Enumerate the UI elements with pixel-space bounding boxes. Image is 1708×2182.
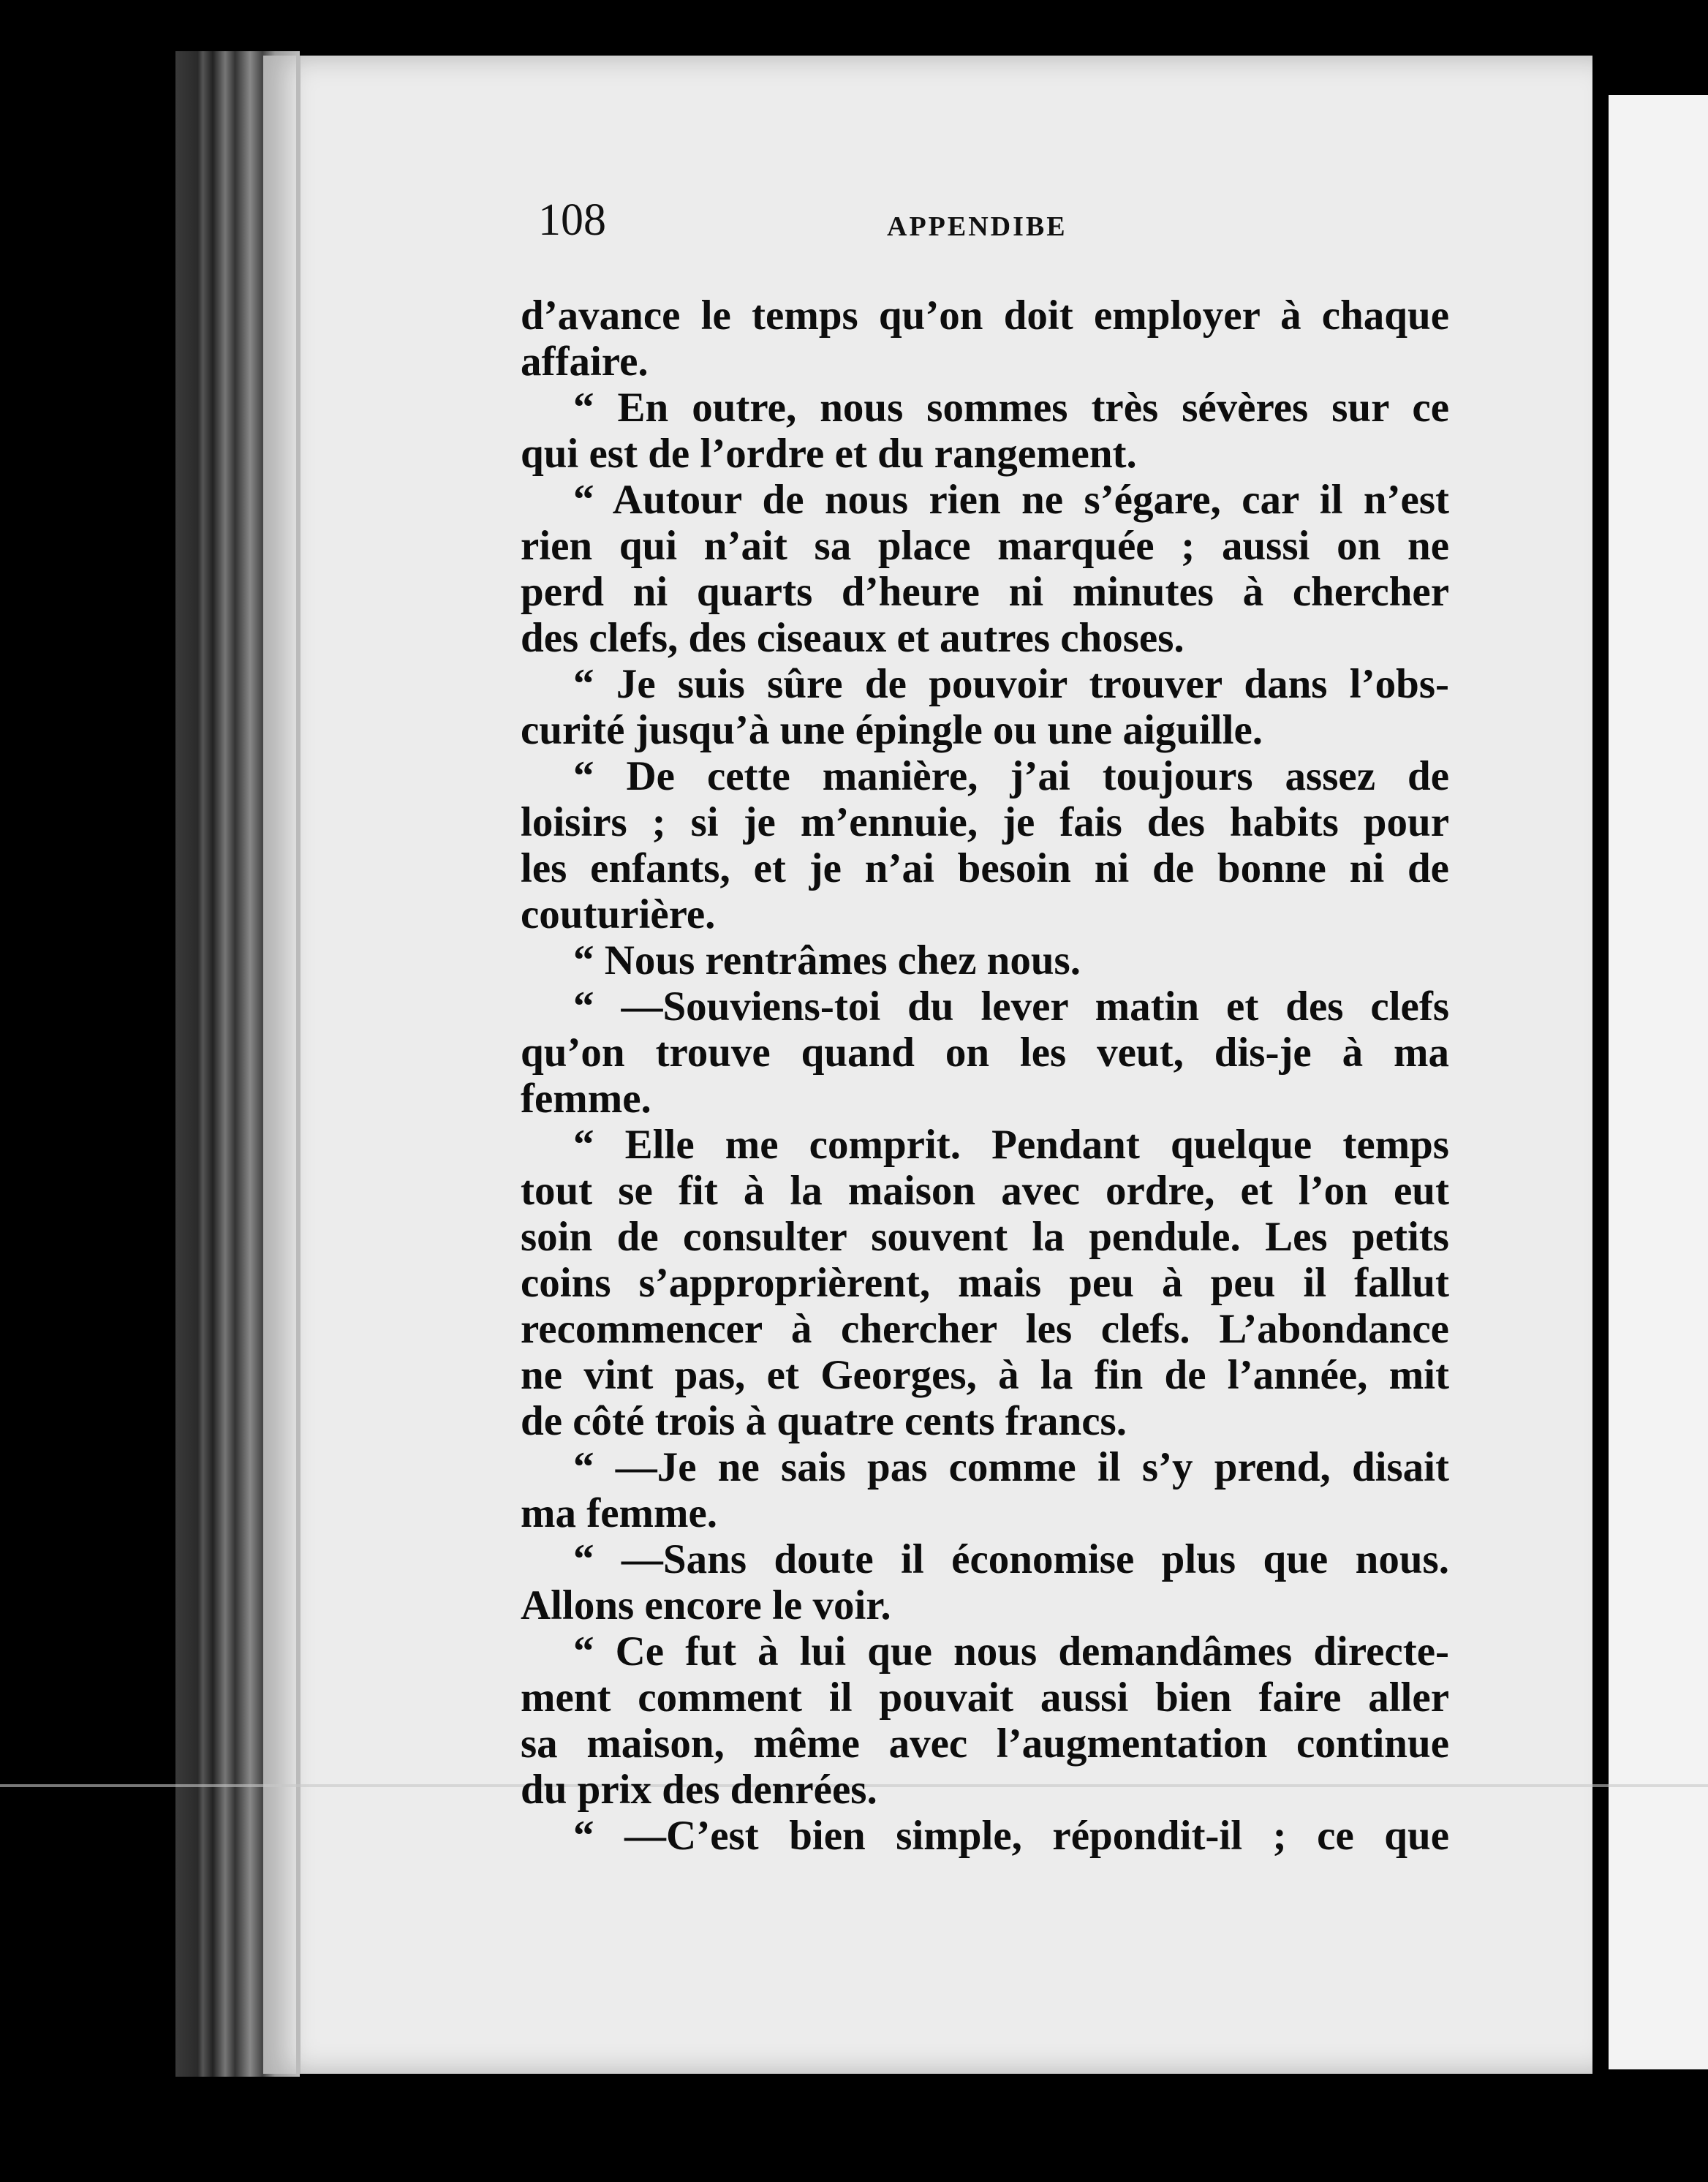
text-line: tout se fit à la maison avec ordre, et l’on eut (521, 1168, 1449, 1214)
page-number: 108 (538, 195, 606, 245)
text-line: ma femme. (521, 1490, 718, 1536)
text-line: “ Ce fut à lui que nous demandâmes directe- (573, 1628, 1449, 1675)
text-line: qui est de l’ordre et du rangement. (521, 431, 1137, 477)
text-line: femme. (521, 1076, 651, 1122)
text-line: “ —Souviens-toi du lever matin et des clefs (573, 984, 1449, 1030)
running-title: APPENDIBE (887, 211, 1068, 242)
text-line: qu’on trouve quand on les veut, dis-je à ma (521, 1030, 1449, 1076)
text-line: “ Je suis sûre de pouvoir trouver dans l’obs- (573, 661, 1449, 707)
text-line: les enfants, et je n’ai besoin ni de bonne ni de (521, 845, 1449, 891)
text-line: “ En outre, nous sommes très sévères sur ce (573, 385, 1449, 431)
text-line: “ Elle me comprit. Pendant quelque temps (573, 1122, 1449, 1168)
text-line: d’avance le temps qu’on doit employer à chaque (521, 292, 1449, 339)
text-line: loisirs ; si je m’ennuie, je fais des habits pour (521, 799, 1449, 845)
text-line: ment comment il pouvait aussi bien faire aller (521, 1675, 1449, 1721)
text-line: recommencer à chercher les clefs. L’abondance (521, 1306, 1449, 1352)
text-line: “ Autour de nous rien ne s’égare, car il n’est (573, 477, 1449, 523)
text-line: perd ni quarts d’heure ni minutes à chercher (521, 569, 1449, 615)
text-line: “ De cette manière, j’ai toujours assez de (573, 753, 1449, 799)
text-line: ne vint pas, et Georges, à la fin de l’année, mit (521, 1352, 1449, 1398)
text-line: coins s’approprièrent, mais peu à peu il fallut (521, 1260, 1449, 1306)
page-gutter-line (296, 56, 301, 2074)
text-line: affaire. (521, 339, 649, 385)
text-line: “ Nous rentrâmes chez nous. (573, 937, 1081, 984)
text-line: soin de consulter souvent la pendule. Les petits (521, 1214, 1449, 1260)
body-text (521, 292, 1449, 1901)
text-line: des clefs, des ciseaux et autres choses. (521, 615, 1184, 661)
page-header (538, 195, 1445, 253)
text-line: sa maison, même avec l’augmentation continue (521, 1721, 1449, 1767)
text-line: Allons encore le voir. (521, 1582, 891, 1628)
text-line: rien qui n’ait sa place marquée ; aussi on ne (521, 523, 1449, 569)
text-line: couturière. (521, 891, 716, 937)
text-line: “ —C’est bien simple, répondit-il ; ce que (573, 1813, 1449, 1859)
facing-page-edge (1609, 95, 1708, 2069)
text-line: de côté trois à quatre cents francs. (521, 1398, 1127, 1444)
text-line: “ —Sans doute il économise plus que nous. (573, 1536, 1449, 1582)
text-line: curité jusqu’à une épingle ou une aiguille. (521, 707, 1263, 753)
text-line: “ —Je ne sais pas comme il s’y prend, disait (573, 1444, 1449, 1490)
text-line: du prix des denrées. (521, 1767, 877, 1813)
